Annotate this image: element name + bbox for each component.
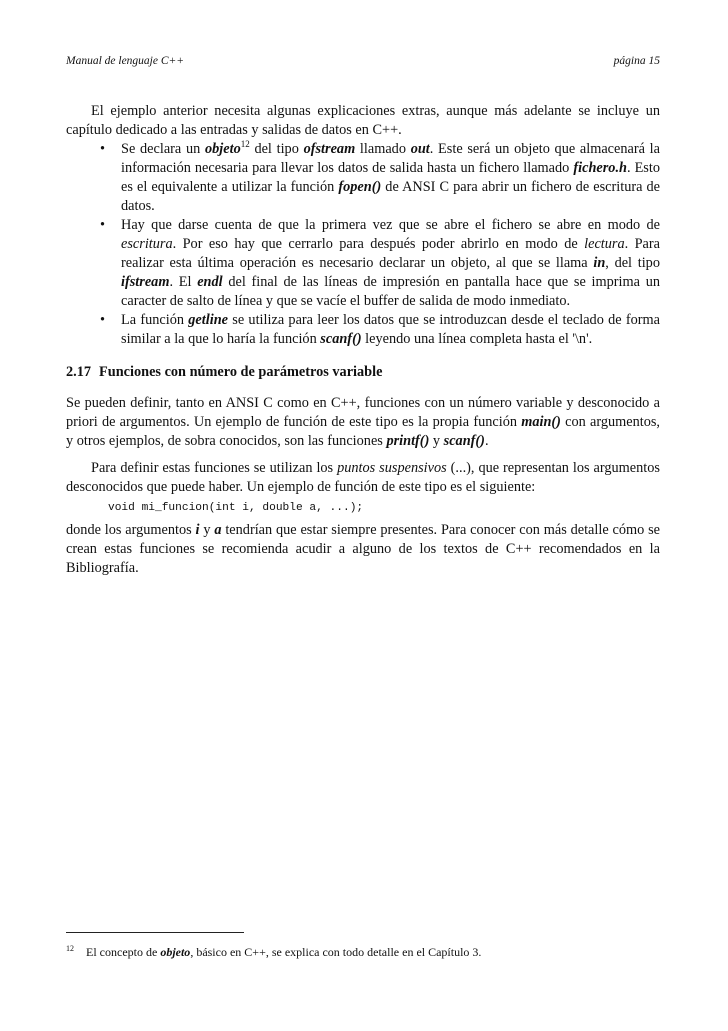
list-item: • Hay que darse cuenta de que la primera vez que se abre el fichero se abre en modo de escritura. Por eso hay que cerrarlo para después poder abrirlo en modo de lectura. Para realizar esta última operación es necesario declarar un objeto, al que se llama in, del tipo ifstream. El endl del final de las líneas de impresión en pantalla hace que se imprima un caracter de salto de línea y que se vacíe el buffer de salida de modo inmediato. <box>100 217 661 309</box>
bullet-list <box>66 140 660 349</box>
section-heading <box>66 363 660 382</box>
paragraph: Para definir estas funciones se utilizan los puntos suspensivos (...), que representan los argumentos desconocidos que puede haber. Un ejemplo de función de este tipo es el siguiente: <box>66 460 660 495</box>
section-number: 2.17 <box>66 364 92 380</box>
footnote-divider <box>66 932 244 933</box>
paragraph: Se pueden definir, tanto en ANSI C como en C++, funciones con un número variable y desconocido a priori de argumentos. Un ejemplo de función de este tipo es la propia función main() con argumentos, y otros ejemplos, de sobra conocidos, son las funciones printf() y scanf(). <box>66 395 660 449</box>
footnote: $^{12}$ El concepto de objeto, básico en C++, se explica con todo detalle en el Capítulo 3. <box>66 944 482 959</box>
header-title: Manual de lenguaje C++ <box>66 55 185 67</box>
bullet-icon: • <box>100 141 106 157</box>
paragraph: donde los argumentos i y a tendrían que estar siempre presentes. Para conocer con más detalle cómo se crean estas funciones se recomienda acudir a alguno de los textos de C++ recomendados en la Bibliografía. <box>66 522 661 576</box>
paragraph-intro: El ejemplo anterior necesita algunas explicaciones extras, aunque más adelante se incluye un capítulo dedicado a las entradas y salidas de datos en C++. <box>66 103 660 138</box>
header-page-number: página 15 <box>613 55 660 67</box>
page-header <box>66 55 660 67</box>
bullet-icon: • <box>100 312 106 328</box>
page-body <box>66 102 660 578</box>
code-sample: void mi_funcion(int i, double a, ...); <box>108 502 364 514</box>
list-item: • La función getline se utiliza para leer los datos que se introduzcan desde el teclado de forma similar a la que lo haría la función scanf() leyendo una línea completa hasta el '\n'. <box>100 312 660 347</box>
section-title: Funciones con número de parámetros variable <box>99 364 383 380</box>
list-item: • Se declara un objeto$^{12}$ del tipo ofstream llamado out. Este será un objeto que almacenará la información necesaria para llevar los datos de salida hasta un fichero llamado fichero.h. Esto es el equivalente a utilizar la función fopen() de ANSI C para abrir un fichero de escritura de datos. <box>100 139 661 214</box>
footnote-number: 12 <box>66 944 74 953</box>
bullet-icon: • <box>100 217 106 233</box>
footnote-ref: 12 <box>240 139 250 150</box>
